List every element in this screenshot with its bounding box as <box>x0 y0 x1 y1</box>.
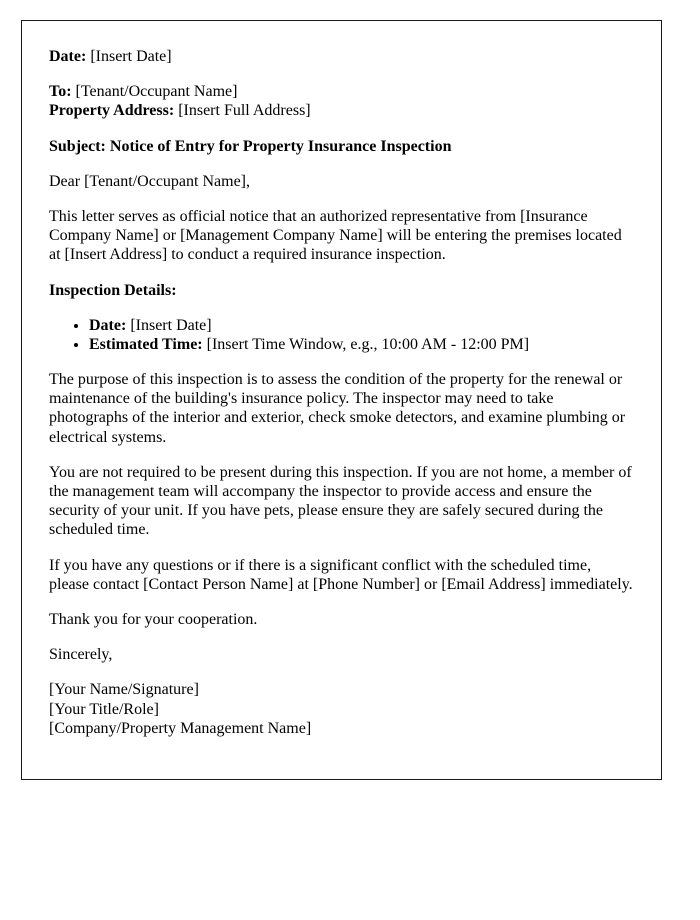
questions-paragraph: If you have any questions or if there is a significant conflict with the scheduled time, please contact [Contact Person Name] at [Phone Number] or [Email Address] immediately. <box>49 556 633 593</box>
date-value: [Insert Date] <box>86 48 172 65</box>
inspection-date-value: [Insert Date] <box>126 316 212 334</box>
presence-paragraph: You are not required to be present during this inspection. If you are not home, a member of the management team will accompany the inspector to provide access and ensure the security of your unit. If you have pets, please ensure they are safely secured during the scheduled time. <box>49 463 632 539</box>
property-address-value: [Insert Full Address] <box>174 102 311 120</box>
subject-line <box>49 137 633 156</box>
list-item-estimated-time <box>89 335 633 354</box>
thanks-line: Thank you for your cooperation. <box>49 610 258 628</box>
inspection-details-heading-text: Inspection Details: <box>49 281 177 299</box>
salutation: Dear [Tenant/Occupant Name], <box>49 172 250 190</box>
signature-name: [Your Name/Signature] <box>49 681 199 699</box>
inspection-date-label: Date: <box>89 316 127 334</box>
estimated-time-value: [Insert Time Window, e.g., 10:00 AM - 12:00 PM] <box>202 335 530 353</box>
letter-document <box>21 20 662 780</box>
date-label: Date: <box>49 48 87 65</box>
closing-line: Sincerely, <box>49 646 113 664</box>
intro-paragraph: This letter serves as official notice that an authorized representative from [Insurance Company Name] or [Management Company Name] will be entering the premises located at [Insert Address] to conduct a required insurance inspection. <box>49 207 622 264</box>
signature-block <box>49 680 633 738</box>
to-label: To: <box>49 83 72 101</box>
subject-text: Subject: Notice of Entry for Property Insurance Inspection <box>49 137 452 155</box>
recipient-block <box>49 82 633 120</box>
inspection-details-list <box>49 316 633 354</box>
purpose-paragraph: The purpose of this inspection is to assess the condition of the property for the renewal or maintenance of the building's insurance policy. The inspector may need to take photographs of the interior and exterior, check smoke detectors, and examine plumbing or electrical systems. <box>49 371 626 446</box>
to-value: [Tenant/Occupant Name] <box>71 83 238 101</box>
inspection-details-heading <box>49 281 633 300</box>
date-line <box>49 47 633 66</box>
property-address-label: Property Address: <box>49 102 175 120</box>
signature-company: [Company/Property Management Name] <box>49 719 312 737</box>
estimated-time-label: Estimated Time: <box>89 335 203 353</box>
list-item-inspection-date <box>89 316 633 335</box>
signature-title: [Your Title/Role] <box>49 700 159 718</box>
